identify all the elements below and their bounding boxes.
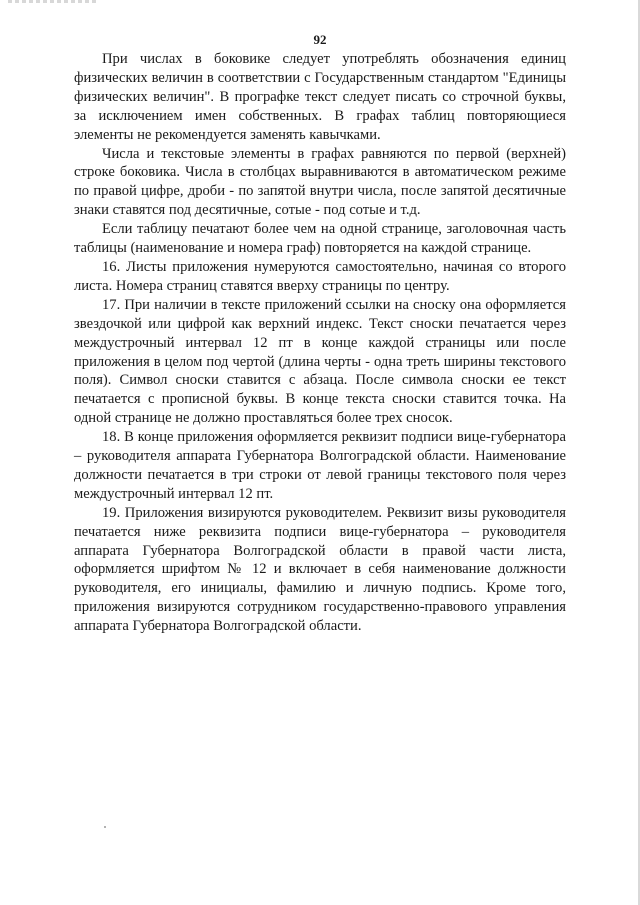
page-number: 92 [313, 32, 327, 47]
scan-artifact-top [8, 0, 98, 3]
paragraph-item-17: 17. При наличии в тексте приложений ссылки на сноску она оформляется звездочкой или цифрой как верхний индекс. Текст сноски печатается через междустрочный интервал 12 пт в конце каждой страницы или после приложения в целом под чертой (длина черты - одна треть ширины текстового поля). Символ сноски ставится с абзаца. После символа сноски ее текст печатается с прописной буквы. В конце текста сноски ставится точка. На одной странице не должно проставляться более трех сносок. [74, 296, 566, 427]
paragraph-item-16: 16. Листы приложения нумеруются самостоятельно, начиная со второго листа. Номера страниц ставятся вверху страницы по центру. [74, 258, 566, 294]
body-text [74, 50, 566, 636]
paragraph-item-18: 18. В конце приложения оформляется реквизит подписи вице-губернатора – руководителя аппарата Губернатора Волгоградской области. Наименование должности печатается в три строки от левой границы текстового поля через междустрочный интервал 12 пт. [74, 429, 566, 502]
paragraph-item-19: 19. Приложения визируются руководителем. Реквизит визы руководителя печатается ниже реквизита подписи вице-губернатора – руководителя аппарата Губернатора Волгоградской области в правой части листа, оформляется шрифтом № 12 и включает в себя наименование должности руководителя, его инициалы, фамилию и личную подпись. Кроме того, приложения визируются сотрудником государственно-правового управления аппарата Губернатора Волгоградской области. [74, 504, 566, 635]
paragraph-units: При числах в боковике следует употреблять обозначения единиц физических величин в соответствии с Государственным стандартом "Единицы физических величин". В прографке текст следует писать со строчной буквы, за исключением имен собственных. В графах таблиц повторяющиеся элементы не рекомендуется заменять кавычками. [74, 51, 566, 143]
paragraph-multipage-table: Если таблицу печатают более чем на одной странице, заголовочная часть таблицы (наименование и номера граф) повторяется на каждой странице. [74, 221, 566, 257]
scan-speck [104, 826, 106, 828]
paragraph-alignment: Числа и текстовые элементы в графах равняются по первой (верхней) строке боковика. Числа в столбцах выравниваются в автоматическом режиме по правой цифре, дроби - по запятой внутри числа, после запятой десятичные знаки ставятся под десятичные, сотые - под сотые и т.д. [74, 145, 566, 219]
